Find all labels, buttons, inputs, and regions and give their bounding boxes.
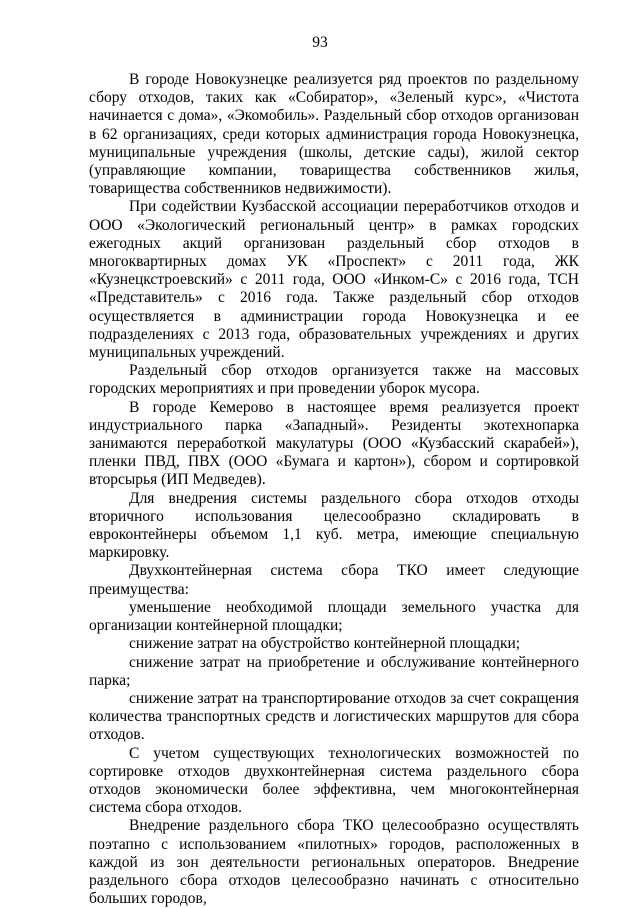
body-text <box>89 71 579 908</box>
paragraph-efficiency: С учетом существующих технологических возможностей по сортировке отходов двухконтейнерная система раздельного сбора отходов экономически более эффективна, чем многоконтейнерная система сбора отходов. <box>89 744 579 817</box>
list-item-land-area: уменьшение необходимой площади земельного участка для организации контейнерной площадки; <box>89 598 579 635</box>
paragraph-novokuznetsk-projects: В городе Новокузнецке реализуется ряд проектов по раздельному сбору отходов, таких как «Собиратор», «Зеленый курс», «Чистота начинается с дома», «Экомобиль». Раздельный сбор отходов организован в 62 организациях, среди которых администрация города Новокузнецка, муниципальные учреждения (школы, детские сады), жилой сектор (управляющие компании, товарищества собственников жилья, товарищества собственников недвижимости). <box>89 71 579 198</box>
list-item-site-costs: снижение затрат на обустройство контейнерной площадки; <box>129 635 521 653</box>
paragraph-kemerovo-park: В городе Кемерово в настоящее время реализуется проект индустриального парка «Западный». Резиденты экотехнопарка занимаются переработкой макулатуры (ООО «Кузбасский скарабей»), пленки ПВД, ПВХ (ООО «Бумага и картон»), сбором и сортировкой вторсырья (ИП Медведев). <box>89 398 579 489</box>
paragraph-mass-events: Раздельный сбор отходов организуется также на массовых городских мероприятиях и при проведении уборок мусора. <box>89 362 579 398</box>
list-item-transport-costs: снижение затрат на транспортирование отходов за счет сокращения количества транспортных средств и логистических маршрутов для сбора отходов. <box>89 689 579 744</box>
paragraph-two-container-advantages: Двухконтейнерная система сбора ТКО имеет следующие преимущества: <box>89 562 579 598</box>
page-number: 93 <box>312 34 328 51</box>
paragraph-eurocontainers: Для внедрения системы раздельного сбора отходов отходы вторичного использования целесообразно складировать в евроконтейнеры объемом 1,1 куб. метра, имеющие специальную маркировку. <box>89 489 579 562</box>
list-item-fleet-costs: снижение затрат на приобретение и обслуживание контейнерного парка; <box>89 653 579 689</box>
paragraph-pilot-cities: Внедрение раздельного сбора ТКО целесообразно осуществлять поэтапно с использованием «пилотных» городов, расположенных в каждой из зон деятельности региональных операторов. Внедрение раздельного сбора отходов целесообразно начинать с относительно больших городов, <box>89 817 579 908</box>
paragraph-association-support: При содействии Кузбасской ассоциации переработчиков отходов и ООО «Экологический региональный центр» в рамках городских ежегодных акций организован раздельный сбор отходов в многоквартирных домах УК «Проспект» с 2011 года, ЖК «Кузнецкстроевский» с 2011 года, ООО «Инком-С» с 2016 года, ТСН «Представитель» с 2016 года. Также раздельный сбор отходов осуществляется в администрации города Новокузнецка и ее подразделениях с 2013 года, образовательных учреждениях и других муниципальных учреждений. <box>89 198 579 362</box>
